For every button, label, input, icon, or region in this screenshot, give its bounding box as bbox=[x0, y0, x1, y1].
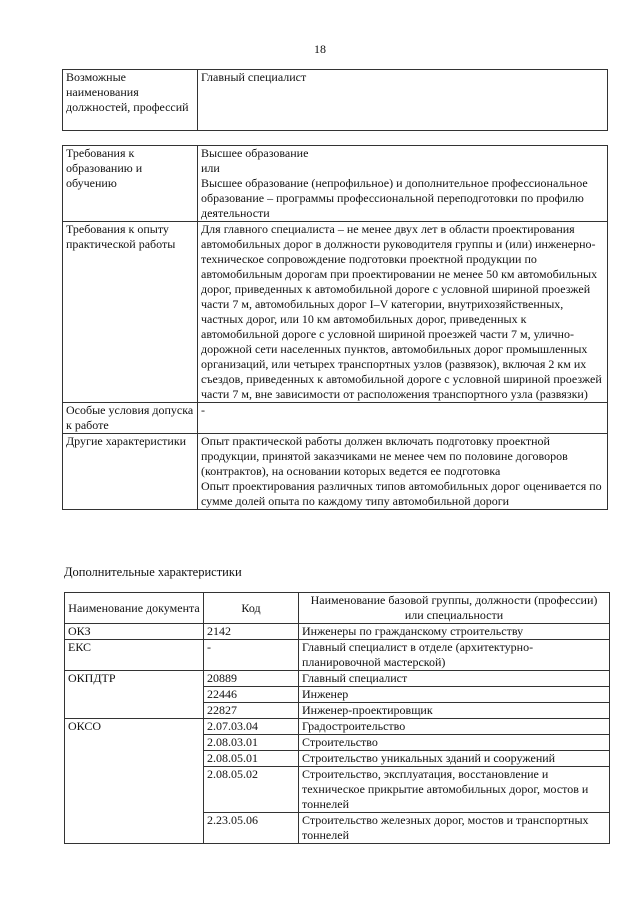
requirement-value bbox=[198, 403, 608, 434]
name-cell: Строительство, эксплуатация, восстановление и техническое прикрытие автомобильных дорог, мостов и тоннелей bbox=[299, 767, 610, 813]
code-cell: 2.08.05.01 bbox=[204, 751, 299, 767]
code-cell: 22827 bbox=[204, 703, 299, 719]
requirement-label: Требования к образованию и обучению bbox=[63, 146, 198, 222]
requirement-label: Другие характеристики bbox=[63, 434, 198, 510]
table-row bbox=[65, 719, 610, 735]
positions-table bbox=[62, 69, 608, 131]
section-title: Дополнительные характеристики bbox=[64, 565, 242, 579]
positions-label: Возможные наименования должностей, профессий bbox=[63, 70, 198, 131]
table-row bbox=[63, 434, 608, 510]
header-name: Наименование базовой группы, должности (профессии) или специальности bbox=[299, 593, 610, 624]
table-header-row bbox=[65, 593, 610, 624]
code-cell: 22446 bbox=[204, 687, 299, 703]
code-cell: - bbox=[204, 640, 299, 671]
requirements-table bbox=[62, 145, 608, 510]
name-cell: Строительство bbox=[299, 735, 610, 751]
table-row bbox=[65, 624, 610, 640]
document-cell: ОКПДТР bbox=[65, 671, 204, 719]
document-cell: ОКСО bbox=[65, 719, 204, 844]
requirement-line: Высшее образование (непрофильное) и дополнительное профессиональное образование – программы профессиональной переподготовки по профилю деятельности bbox=[201, 176, 588, 220]
requirement-line: - bbox=[201, 403, 205, 417]
table-row bbox=[63, 222, 608, 403]
page-number: 18 bbox=[314, 42, 326, 56]
name-cell: Главный специалист в отделе (архитектурно-планировочной мастерской) bbox=[299, 640, 610, 671]
table-row bbox=[65, 640, 610, 671]
table-row bbox=[63, 146, 608, 222]
positions-value: Главный специалист bbox=[198, 70, 608, 131]
code-cell: 2.07.03.04 bbox=[204, 719, 299, 735]
additional-characteristics-table bbox=[64, 592, 610, 844]
requirement-line: Высшее образование bbox=[201, 146, 309, 160]
requirement-line: Опыт проектирования различных типов автомобильных дорог оценивается по сумме долей опыта по каждому типу автомобильной дороги bbox=[201, 479, 602, 508]
requirement-value bbox=[198, 434, 608, 510]
name-cell: Инженер bbox=[299, 687, 610, 703]
requirement-value bbox=[198, 146, 608, 222]
requirement-line: Опыт практической работы должен включать подготовку проектной продукции, принятой заказчиками не менее чем по половине договоров (контрактов), на основании которых ведется ее подготовка bbox=[201, 434, 568, 478]
name-cell: Инженеры по гражданскому строительству bbox=[299, 624, 610, 640]
name-cell: Строительство железных дорог, мостов и транспортных тоннелей bbox=[299, 813, 610, 844]
code-cell: 20889 bbox=[204, 671, 299, 687]
requirement-label: Особые условия допуска к работе bbox=[63, 403, 198, 434]
document-cell: ОКЗ bbox=[65, 624, 204, 640]
name-cell: Инженер-проектировщик bbox=[299, 703, 610, 719]
document-cell: ЕКС bbox=[65, 640, 204, 671]
code-cell: 2142 bbox=[204, 624, 299, 640]
requirement-label: Требования к опыту практической работы bbox=[63, 222, 198, 403]
code-cell: 2.08.05.02 bbox=[204, 767, 299, 813]
name-cell: Главный специалист bbox=[299, 671, 610, 687]
requirement-line: или bbox=[201, 161, 220, 175]
table-row bbox=[63, 403, 608, 434]
requirement-line: Для главного специалиста – не менее двух лет в области проектирования автомобильных дорог в должности руководителя группы и (или) инженерно-техническое сопровождение подготовки проектной продукции по автомобильным дорогам при проектировании не менее 50 км автомобильных дорог, приведенных к автомобильной дороге с условной шириной проезжей части 7 м, автомобильных дорог I–V категории, внутрихозяйственных, частных дорог, или 10 км автомобильных дорог, приведенных к автомобильной дороге с условной шириной проезжей части 7 м, улично-дорожной сети населенных пунктов, автомобильных дорог промышленных организаций, или четырех транспортных узлов (развязок), включая 2 км их съездов, приведенных к автомобильной дороге с условной шириной проезжей части 7 м, вне зависимости от расположения транспортного узла (развязки) bbox=[201, 222, 602, 401]
header-code: Код bbox=[204, 593, 299, 624]
name-cell: Градостроительство bbox=[299, 719, 610, 735]
code-cell: 2.08.03.01 bbox=[204, 735, 299, 751]
header-document: Наименование документа bbox=[65, 593, 204, 624]
name-cell: Строительство уникальных зданий и сооружений bbox=[299, 751, 610, 767]
code-cell: 2.23.05.06 bbox=[204, 813, 299, 844]
requirement-value bbox=[198, 222, 608, 403]
table-row bbox=[63, 70, 608, 131]
table-row bbox=[65, 671, 610, 687]
